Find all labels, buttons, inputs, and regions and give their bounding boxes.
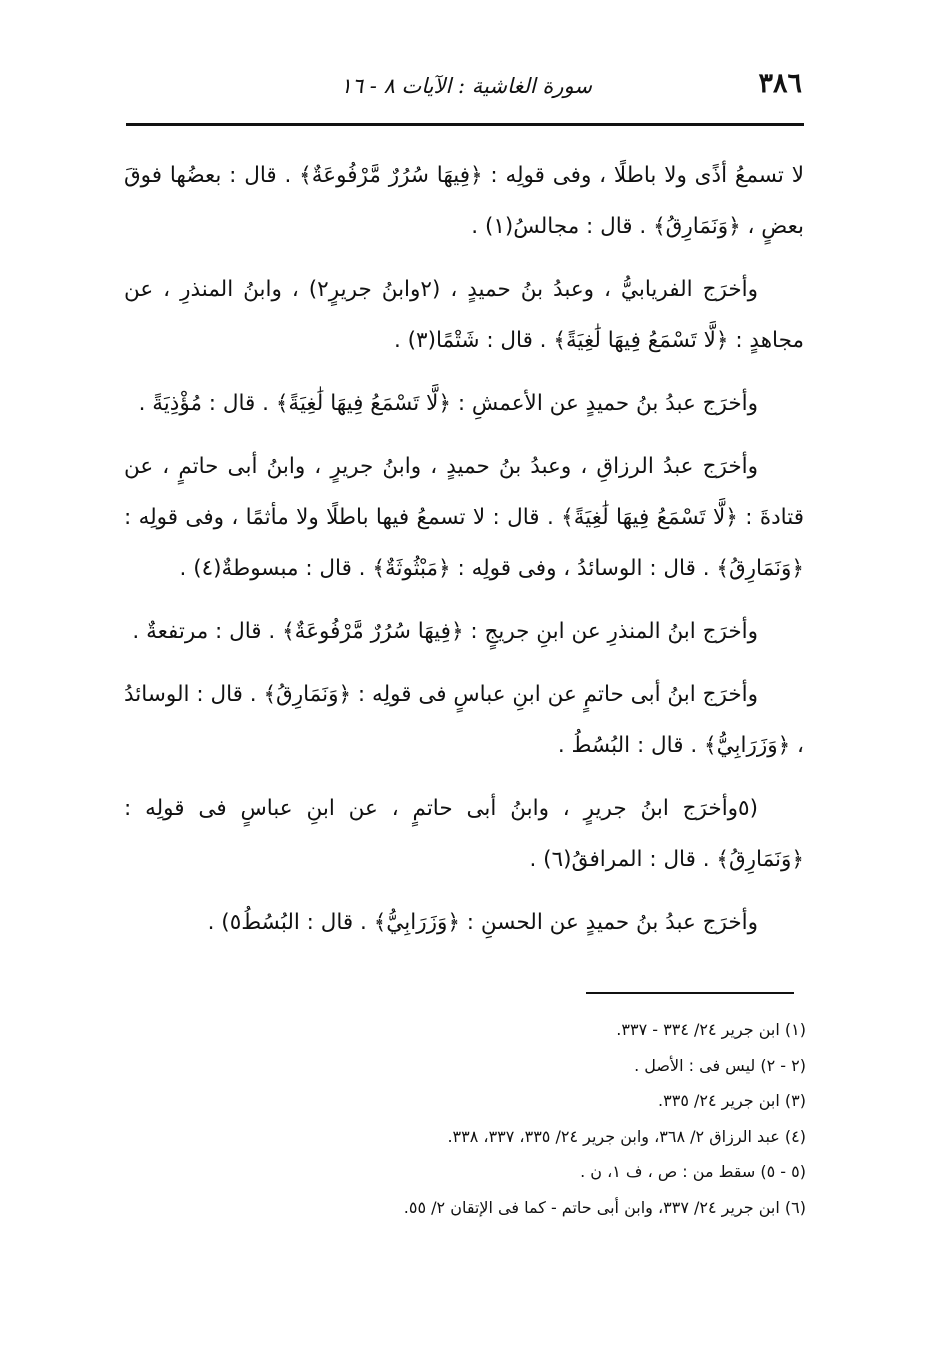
paragraph: وأخرَج ابنُ أبى حاتمٍ عن ابنِ عباسٍ فى قولِه : ﴿وَنَمَارِقُ﴾ . قال : الوسائدُ ، ﴿وَزَرَابِيُّ﴾ . قال : البُسُطُ . (124, 682, 804, 758)
running-title: سورة الغاشية : الآيات ٨ - ١٦ (340, 74, 592, 98)
footnote: (٢ - ٢) ليس فى : الأصل . (634, 1055, 806, 1075)
paragraph: وأخرَج عبدُ بنُ حميدٍ عن الحسنِ : ﴿وَزَرَابِيُّ﴾ . قال : البُسُطُ٥) . (207, 910, 758, 935)
page-header (126, 68, 802, 112)
footnote: (٤) عبد الرزاق ٢/ ٣٦٨، وابن جرير ٢٤/ ٣٣٥، ٣٣٧، ٣٣٨. (447, 1126, 806, 1146)
footnote: (١) ابن جرير ٢٤/ ٣٣٤ - ٣٣٧. (616, 1020, 806, 1039)
footnote-rule (586, 992, 794, 994)
paragraph: لا تسمعُ أذًى ولا باطلًا ، وفى قولِه : ﴿فِيهَا سُرُرٌ مَّرْفُوعَةٌ﴾ . قال : بعضُها فوقَ بعضٍ ، ﴿وَنَمَارِقُ﴾ . قال : مجالسُ(١) . (124, 163, 804, 239)
footnote: (٦) ابن جرير ٢٤/ ٣٣٧، وابن أبى حاتم - كما فى الإتقان ٢/ ٥٥. (403, 1197, 806, 1217)
page-number: ٣٨٦ (758, 68, 802, 99)
header-rule (126, 123, 804, 126)
footnote: (٣) ابن جرير ٢٤/ ٣٣٥. (658, 1091, 806, 1110)
paragraph: (٥وأخرَج ابنُ جريرٍ ، وابنُ أبى حاتمٍ ، عن ابنِ عباسٍ فى قولِه : ﴿وَنَمَارِقُ﴾ . قال : المرافقُ(٦) . (124, 796, 804, 872)
footnote: (٥ - ٥) سقط من : ص ، ف ١، ن . (580, 1162, 806, 1181)
footnotes (300, 1012, 806, 1225)
paragraph: وأخرَج عبدُ بنُ حميدٍ عن الأعمشِ : ﴿لَّا تَسْمَعُ فِيهَا لَٰغِيَةً﴾ . قال : مُؤْذِيَةً . (138, 391, 758, 416)
paragraph: وأخرَج الفريابيُّ ، وعبدُ بنُ حميدٍ ، (٢وابنُ جريرٍ٢) ، وابنُ المنذرِ ، عن مجاهدٍ : ﴿لَّا تَسْمَعُ فِيهَا لَٰغِيَةً﴾ . قال : شَتْمًا(٣) . (124, 277, 804, 353)
paragraph: وأخرَج ابنُ المنذرِ عن ابنِ جريجٍ : ﴿فِيهَا سُرُرٌ مَّرْفُوعَةٌ﴾ . قال : مرتفعةٌ . (132, 619, 758, 644)
paragraph: وأخرَج عبدُ الرزاقِ ، وعبدُ بنُ حميدٍ ، وابنُ جريرٍ ، وابنُ أبى حاتمٍ ، عن قتادةَ : ﴿لَّا تَسْمَعُ فِيهَا لَٰغِيَةً﴾ . قال : لا تسمعُ فيها باطلًا ولا مأثمًا ، وفى قولِه : ﴿وَنَمَارِقُ﴾ . قال : الوسائدُ ، وفى قولِه : ﴿مَبْثُوثَةٌ﴾ . قال : مبسوطةٌ(٤) . (124, 454, 804, 581)
main-text (124, 150, 804, 960)
